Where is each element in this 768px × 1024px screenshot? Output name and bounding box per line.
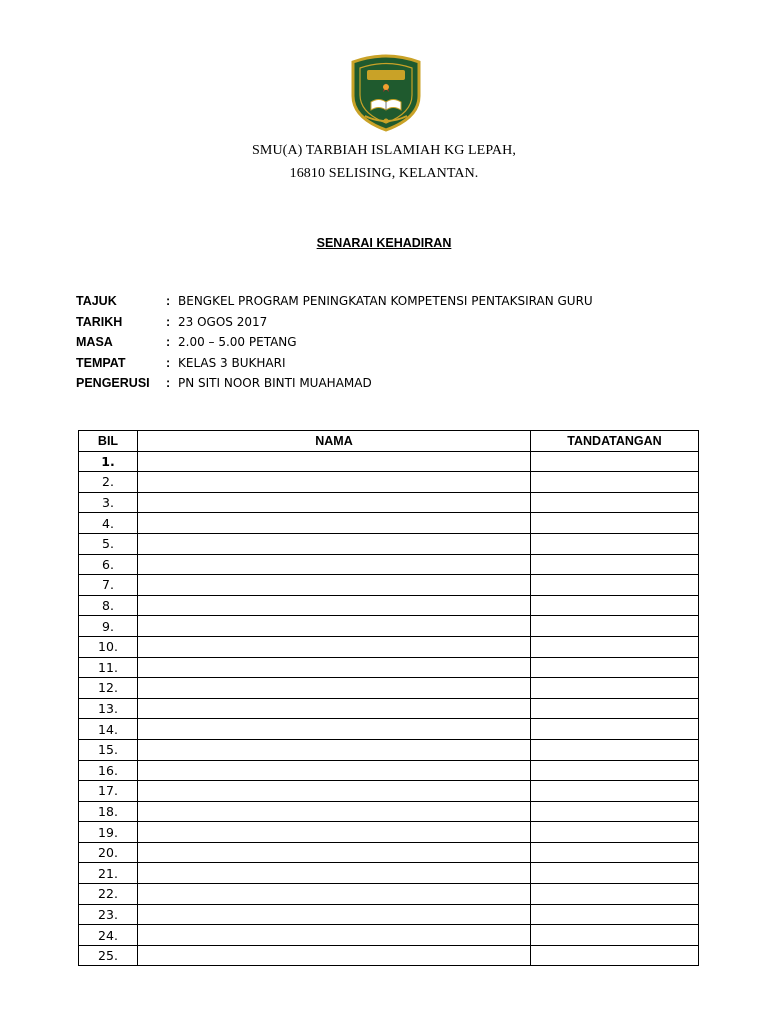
row-number: 17.	[79, 781, 138, 802]
row-number: 5.	[79, 533, 138, 554]
table-row	[79, 492, 699, 513]
row-number: 13.	[79, 698, 138, 719]
detail-colon: :	[166, 335, 171, 350]
name-cell[interactable]	[138, 781, 531, 802]
detail-label: MASA	[76, 335, 113, 350]
signature-cell[interactable]	[531, 554, 699, 575]
row-number: 16.	[79, 760, 138, 781]
name-cell[interactable]	[138, 657, 531, 678]
name-cell[interactable]	[138, 822, 531, 843]
signature-cell[interactable]	[531, 884, 699, 905]
name-cell[interactable]	[138, 925, 531, 946]
signature-cell[interactable]	[531, 739, 699, 760]
row-number: 18.	[79, 801, 138, 822]
row-number: 20.	[79, 842, 138, 863]
row-number: 12.	[79, 678, 138, 699]
detail-row-tarikh	[76, 312, 593, 333]
table-row	[79, 657, 699, 678]
table-row	[79, 822, 699, 843]
table-row	[79, 616, 699, 637]
signature-cell[interactable]	[531, 636, 699, 657]
name-cell[interactable]	[138, 801, 531, 822]
name-cell[interactable]	[138, 863, 531, 884]
row-number: 21.	[79, 863, 138, 884]
signature-cell[interactable]	[531, 678, 699, 699]
table-row	[79, 945, 699, 966]
table-row	[79, 554, 699, 575]
table-row	[79, 904, 699, 925]
signature-cell[interactable]	[531, 822, 699, 843]
detail-value: BENGKEL PROGRAM PENINGKATAN KOMPETENSI PENTAKSIRAN GURU	[178, 294, 593, 309]
signature-cell[interactable]	[531, 925, 699, 946]
detail-label: PENGERUSI	[76, 376, 150, 391]
signature-cell[interactable]	[531, 801, 699, 822]
event-details	[76, 291, 593, 394]
table-row	[79, 863, 699, 884]
signature-cell[interactable]	[531, 698, 699, 719]
name-cell[interactable]	[138, 842, 531, 863]
table-row	[79, 472, 699, 493]
detail-label: TEMPAT	[76, 355, 126, 370]
row-number: 9.	[79, 616, 138, 637]
table-row	[79, 451, 699, 472]
row-number: 4.	[79, 513, 138, 534]
attendance-table	[78, 430, 699, 966]
detail-value: PN SITI NOOR BINTI MUAHAMAD	[178, 376, 372, 391]
detail-label: TAJUK	[76, 294, 117, 309]
name-cell[interactable]	[138, 719, 531, 740]
detail-value: 23 OGOS 2017	[178, 314, 268, 329]
signature-cell[interactable]	[531, 513, 699, 534]
name-cell[interactable]	[138, 739, 531, 760]
table-row	[79, 698, 699, 719]
signature-cell[interactable]	[531, 904, 699, 925]
signature-cell[interactable]	[531, 945, 699, 966]
table-row	[79, 781, 699, 802]
name-cell[interactable]	[138, 904, 531, 925]
column-header-tandatangan: TANDATANGAN	[531, 431, 699, 452]
name-cell[interactable]	[138, 698, 531, 719]
school-name: SMU(A) TARBIAH ISLAMIAH KG LEPAH,	[252, 143, 516, 158]
name-cell[interactable]	[138, 636, 531, 657]
name-cell[interactable]	[138, 513, 531, 534]
signature-cell[interactable]	[531, 451, 699, 472]
signature-cell[interactable]	[531, 842, 699, 863]
signature-cell[interactable]	[531, 575, 699, 596]
name-cell[interactable]	[138, 472, 531, 493]
detail-label: TARIKH	[76, 314, 123, 329]
column-header-bil: BIL	[79, 431, 138, 452]
row-number: 15.	[79, 739, 138, 760]
table-row	[79, 595, 699, 616]
table-row	[79, 884, 699, 905]
signature-cell[interactable]	[531, 492, 699, 513]
row-number: 10.	[79, 636, 138, 657]
signature-cell[interactable]	[531, 863, 699, 884]
name-cell[interactable]	[138, 595, 531, 616]
table-row	[79, 678, 699, 699]
row-number: 2.	[79, 472, 138, 493]
detail-colon: :	[166, 376, 171, 391]
school-crest-icon	[345, 52, 427, 134]
detail-value: 2.00 – 5.00 PETANG	[178, 335, 297, 350]
detail-colon: :	[166, 314, 171, 329]
name-cell[interactable]	[138, 760, 531, 781]
row-number: 3.	[79, 492, 138, 513]
row-number: 6.	[79, 554, 138, 575]
name-cell[interactable]	[138, 533, 531, 554]
table-row	[79, 760, 699, 781]
table-row	[79, 513, 699, 534]
name-cell[interactable]	[138, 451, 531, 472]
name-cell[interactable]	[138, 678, 531, 699]
row-number: 24.	[79, 925, 138, 946]
row-number: 1.	[79, 451, 138, 472]
signature-cell[interactable]	[531, 533, 699, 554]
name-cell[interactable]	[138, 616, 531, 637]
document-title: SENARAI KEHADIRAN	[316, 236, 452, 250]
detail-colon: :	[166, 294, 171, 309]
name-cell[interactable]	[138, 884, 531, 905]
school-address: 16810 SELISING, KELANTAN.	[289, 166, 479, 181]
row-number: 23.	[79, 904, 138, 925]
detail-row-masa	[76, 332, 593, 353]
row-number: 19.	[79, 822, 138, 843]
table-row	[79, 801, 699, 822]
row-number: 8.	[79, 595, 138, 616]
detail-row-tempat	[76, 353, 593, 374]
row-number: 11.	[79, 657, 138, 678]
detail-row-tajuk	[76, 291, 593, 312]
row-number: 7.	[79, 575, 138, 596]
table-row	[79, 575, 699, 596]
row-number: 14.	[79, 719, 138, 740]
row-number: 25.	[79, 945, 138, 966]
table-row	[79, 842, 699, 863]
signature-cell[interactable]	[531, 472, 699, 493]
table-row	[79, 925, 699, 946]
row-number: 22.	[79, 884, 138, 905]
detail-colon: :	[166, 355, 171, 370]
signature-cell[interactable]	[531, 760, 699, 781]
signature-cell[interactable]	[531, 657, 699, 678]
name-cell[interactable]	[138, 945, 531, 966]
table-row	[79, 533, 699, 554]
signature-cell[interactable]	[531, 781, 699, 802]
table-row	[79, 719, 699, 740]
detail-row-pengerusi	[76, 373, 593, 394]
table-row	[79, 636, 699, 657]
signature-cell[interactable]	[531, 719, 699, 740]
name-cell[interactable]	[138, 492, 531, 513]
signature-cell[interactable]	[531, 595, 699, 616]
name-cell[interactable]	[138, 554, 531, 575]
signature-cell[interactable]	[531, 616, 699, 637]
table-row	[79, 739, 699, 760]
table-header-row	[79, 431, 699, 452]
column-header-nama: NAMA	[138, 431, 531, 452]
detail-value: KELAS 3 BUKHARI	[178, 355, 286, 370]
name-cell[interactable]	[138, 575, 531, 596]
